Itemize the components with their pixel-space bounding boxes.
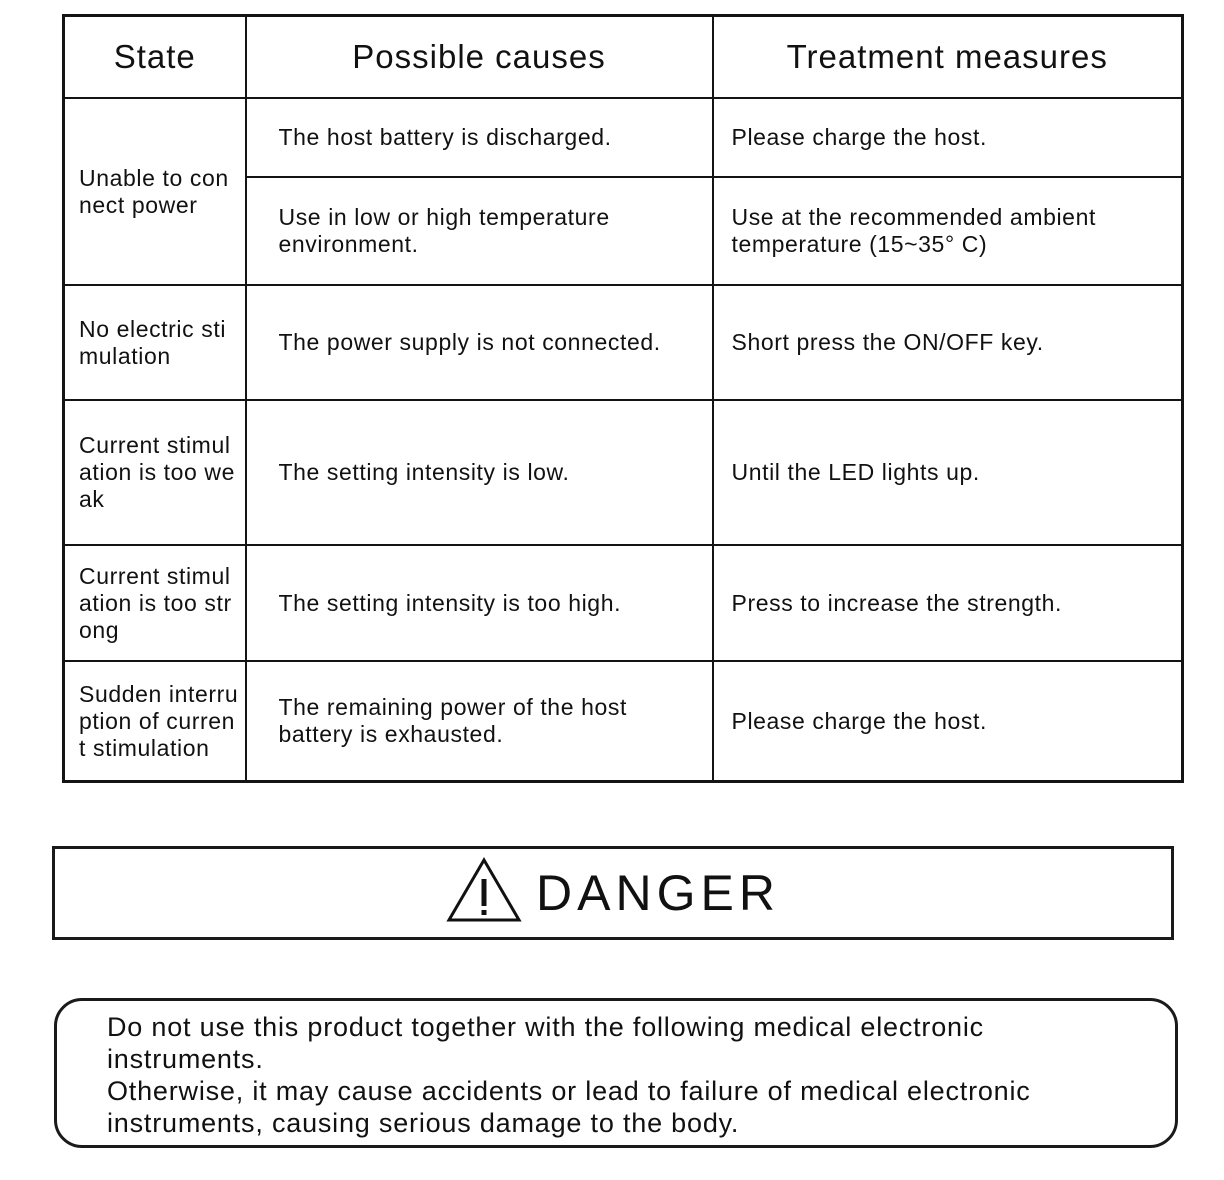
state-cell: Current stimulation is too weak: [64, 400, 246, 545]
state-cell: Unable to connect power: [64, 98, 246, 285]
treatment-cell: Use at the recommended ambient temperature (15~35° C): [713, 177, 1183, 285]
treatment-cell: Press to increase the strength.: [713, 545, 1183, 661]
treatment-cell: Please charge the host.: [713, 661, 1183, 782]
treatment-cell: Please charge the host.: [713, 98, 1183, 177]
warning-triangle-icon: [446, 857, 522, 923]
header-treatment-measures: Treatment measures: [713, 16, 1183, 99]
cause-cell: The remaining power of the host battery is exhausted.: [246, 661, 713, 782]
cause-cell: The setting intensity is low.: [246, 400, 713, 545]
cause-cell: The power supply is not connected.: [246, 285, 713, 400]
table-row: [64, 98, 1183, 177]
cause-cell: The setting intensity is too high.: [246, 545, 713, 661]
header-possible-causes: Possible causes: [246, 16, 713, 99]
notice-paragraph: Otherwise, it may cause accidents or lead to failure of medical electronic instruments, causing serious damage to the body.: [107, 1076, 1031, 1138]
table-row: [64, 285, 1183, 400]
table-row: [64, 545, 1183, 661]
table-row: [64, 400, 1183, 545]
warning-notice-box: [54, 998, 1178, 1148]
treatment-cell: Short press the ON/OFF key.: [713, 285, 1183, 400]
table-row: [64, 661, 1183, 782]
treatment-cell: Until the LED lights up.: [713, 400, 1183, 545]
header-state: State: [64, 16, 246, 99]
danger-title: DANGER: [536, 865, 780, 921]
state-cell: No electric stimulation: [64, 285, 246, 400]
state-cell: Sudden interruption of current stimulation: [64, 661, 246, 782]
notice-paragraph: Do not use this product together with the following medical electronic instruments.: [107, 1012, 984, 1074]
cause-cell: Use in low or high temperature environment.: [246, 177, 713, 285]
troubleshooting-table: [62, 14, 1184, 783]
cause-cell: The host battery is discharged.: [246, 98, 713, 177]
danger-banner: [52, 846, 1174, 940]
table-header-row: [64, 16, 1183, 99]
state-cell: Current stimulation is too strong: [64, 545, 246, 661]
